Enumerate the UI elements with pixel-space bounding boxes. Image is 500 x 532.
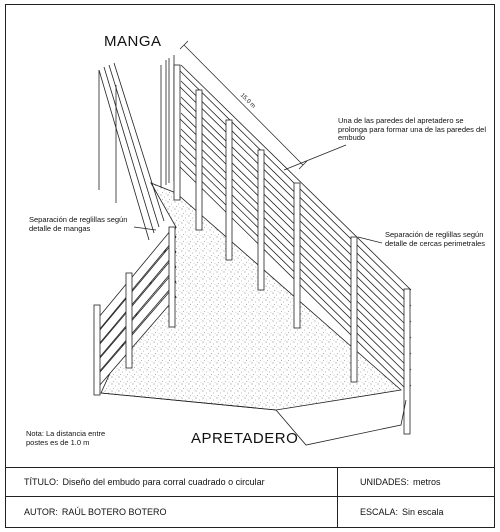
title-value: Diseño del embudo para corral cuadrado o circular [62,477,265,487]
apretadero-label: APRETADERO [191,430,299,447]
note-manga-slats: Separación de reglillas según detalle de mangas [29,215,128,233]
dimension-label: 15.0 m [238,92,257,110]
author-key: AUTOR: [24,507,58,517]
scale-key: ESCALA: [360,507,399,517]
units-value: metros [413,477,441,487]
manga-right-wall [161,55,174,187]
drawing-sheet [5,4,495,528]
author-cell [6,497,338,527]
units-key: UNIDADES: [360,477,410,487]
scale-value: Sin escala [402,507,444,517]
drawing-area [6,5,496,467]
note-post-spacing: Nota: La distancia entre postes es de 1.0 m [26,429,106,447]
title-block [6,467,494,527]
note-wall-extension: Una de las paredes del apretadero se prolonga para formar una de las paredes del embudo [338,116,487,143]
manga-left-wall [99,63,164,240]
title-cell [6,467,338,497]
manga-label: MANGA [104,33,162,50]
note-perimeter-slats: Separación de reglillas según detalle de cercas perimetrales [385,230,486,248]
title-key: TÍTULO: [24,477,59,487]
units-cell [338,467,494,497]
author-value: RAÚL BOTERO BOTERO [61,507,167,517]
scale-cell [338,497,494,527]
